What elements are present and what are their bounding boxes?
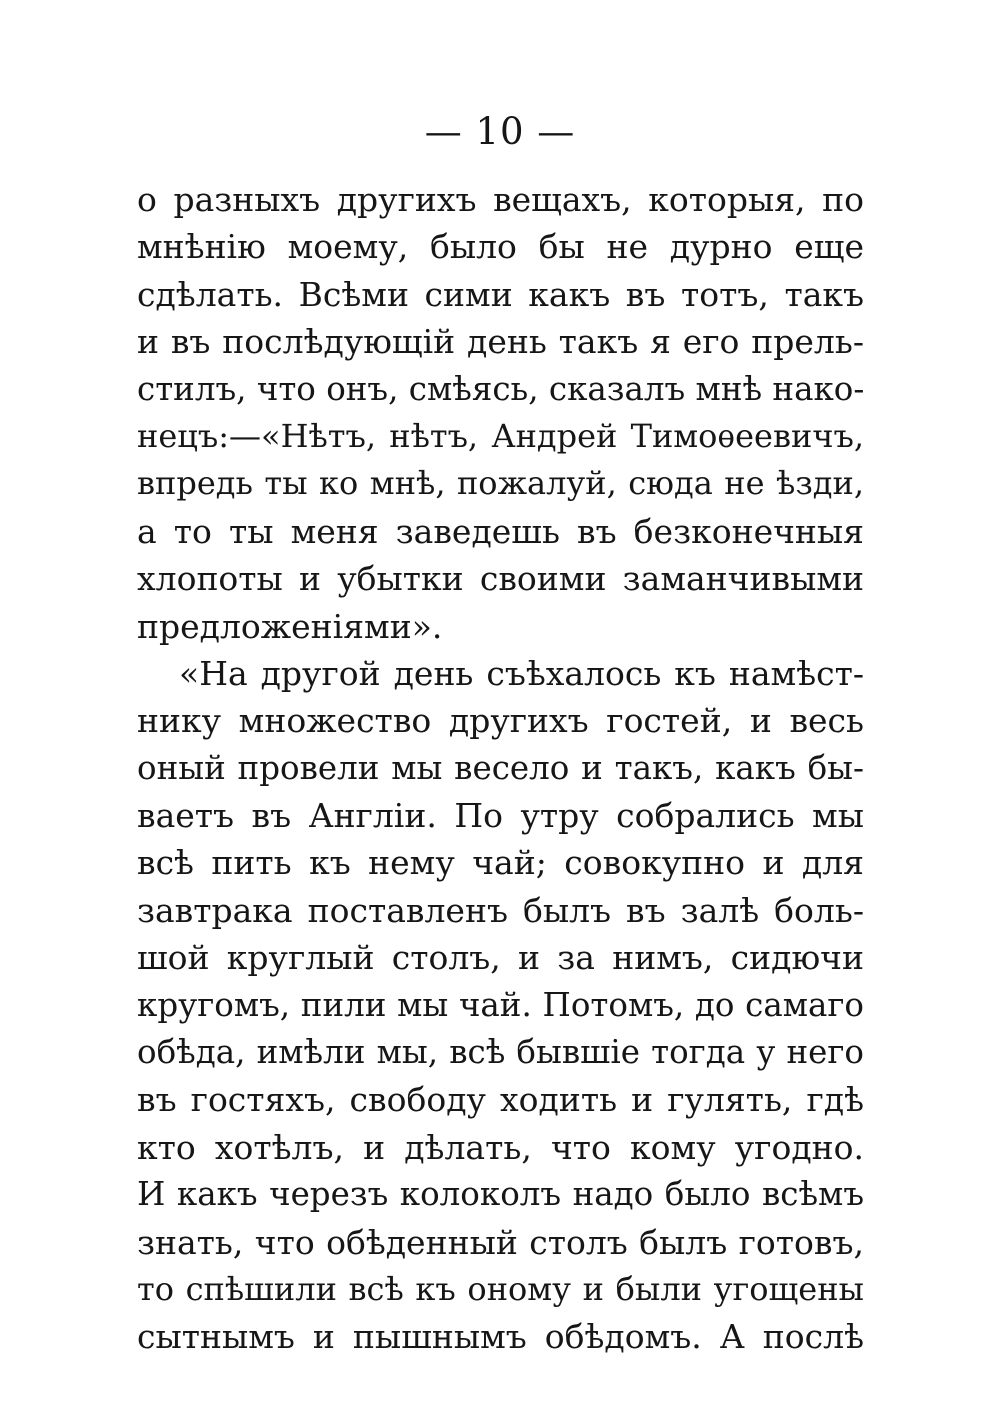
text-line: знать, что обѣденный столъ былъ готовъ, <box>137 1222 864 1262</box>
text-line: сдѣлать. Всѣми сими какъ въ тотъ, такъ <box>137 274 864 314</box>
text-line: въ гостяхъ, свободу ходить и гулять, гдѣ <box>137 1080 864 1120</box>
paragraph-end-line: предложеніями». <box>137 606 443 646</box>
text-line: всѣ пить къ нему чай; совокупно и для <box>137 843 864 883</box>
text-line: обѣда, имѣли мы, всѣ бывшіе тогда у него <box>137 1033 864 1072</box>
text-line: впредь ты ко мнѣ, пожалуй, сюда не ѣзди, <box>137 464 864 503</box>
text-line: оный провели мы весело и такъ, какъ бы- <box>137 748 864 787</box>
text-line: завтрака поставленъ былъ въ залѣ боль- <box>137 890 864 930</box>
text-line: о разныхъ другихъ вещахъ, которыя, по <box>137 180 864 219</box>
page-number: — 10 — <box>424 110 576 153</box>
body-text <box>137 176 864 1361</box>
text-line: кругомъ, пили мы чай. Потомъ, до самаго <box>137 985 864 1024</box>
text-line: хлопоты и убытки своими заманчивыми <box>137 559 864 599</box>
text-line: шой круглый столъ, и за нимъ, сидючи <box>137 938 864 978</box>
text-line: сытнымъ и пышнымъ обѣдомъ. А послѣ <box>137 1317 864 1357</box>
text-line: И какъ черезъ колоколъ надо было всѣмъ <box>137 1175 864 1214</box>
text-line: то спѣшили всѣ къ оному и были угощены <box>137 1269 864 1308</box>
paragraph-start-line: «На другой день съѣхалось къ намѣст- <box>179 653 864 693</box>
text-line: кто хотѣлъ, и дѣлать, что кому угодно. <box>137 1127 864 1167</box>
text-line: нику множество другихъ гостей, и весь <box>137 701 864 741</box>
text-line: мнѣнію моему, было бы не дурно еще <box>137 227 864 267</box>
text-line: и въ послѣдующій день такъ я его прель- <box>137 322 864 362</box>
text-line: ваетъ въ Англіи. По утру собрались мы <box>137 796 864 836</box>
text-line: а то ты меня заведешь въ безконечныя <box>137 511 864 551</box>
text-line: стилъ, что онъ, смѣясь, сказалъ мнѣ нако- <box>137 369 865 408</box>
text-line: нецъ:—«Нѣтъ, нѣтъ, Андрей Тимоѳеевичъ, <box>137 416 864 455</box>
